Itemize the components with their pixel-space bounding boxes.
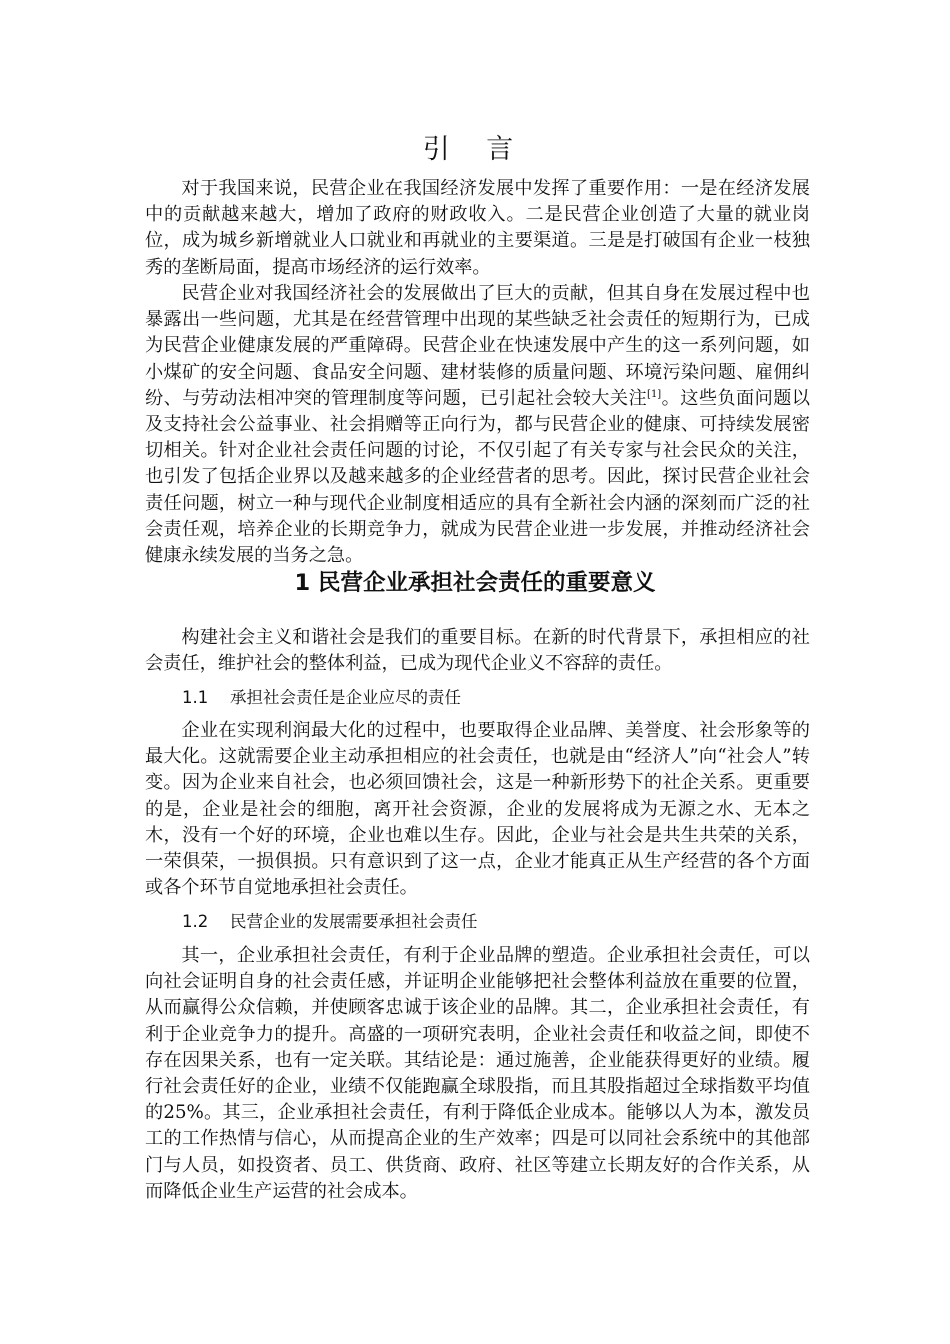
page-title: 引 言 bbox=[422, 134, 528, 165]
subsection-1-1-body: 企业在实现利润最大化的过程中，也要取得企业品牌、美誉度、社会形象等的最大化。这就需要企业主动承担相应的社会责任，也就是由“经济人”向“社会人”转变。因为企业来自社会，也必须回馈社会，这是一种新形势下的社企关系。更重要的是，企业是社会的细胞，离开社会资源，企业的发展将成为无源之水、无本之木，没有一个好的环境，企业也难以生存。因此，企业与社会是共生共荣的关系，一荣俱荣，一损俱损。只有意识到了这一点，企业才能真正从生产经营的各个方面或各个环节自觉地承担社会责任。 bbox=[145, 720, 810, 899]
subsection-1-2-number: 1.2 bbox=[182, 912, 209, 931]
citation-ref: [1] bbox=[647, 388, 662, 400]
subsection-1-2-title: 民营企业的发展需要承担社会责任 bbox=[230, 912, 478, 931]
subsection-1-1-title: 承担社会责任是企业应尽的责任 bbox=[230, 688, 461, 707]
intro-paragraph-2 bbox=[145, 281, 810, 569]
section-1-intro: 构建社会主义和谐社会是我们的重要目标。在新的时代背景下，承担相应的社会责任，维护社会的整体利益，已成为现代企业义不容辞的责任。 bbox=[145, 627, 810, 675]
intro-paragraph-1: 对于我国来说，民营企业在我国经济发展中发挥了重要作用：一是在经济发展中的贡献越来越大，增加了政府的财政收入。二是民营企业创造了大量的就业岗位，成为城乡新增就业人口就业和再就业的主要渠道。三是是打破国有企业一枝独秀的垄断局面，提高市场经济的运行效率。 bbox=[145, 178, 810, 278]
subsection-1-2-heading bbox=[182, 909, 478, 935]
subsection-1-1-heading bbox=[182, 685, 461, 711]
section-1-heading: 1 民营企业承担社会责任的重要意义 bbox=[294, 570, 656, 596]
intro-paragraph-2-text-b: 。这些负面问题以及支持社会公益事业、社会捐赠等正向行为，都与民营企业的健康、可持续发展密切相关。针对企业社会责任问题的讨论，不仅引起了有关专家与社会民众的关注，也引发了包括企业界以及越来越多的企业经营者的思考。因此，探讨民营企业社会责任问题，树立一种与现代企业制度相适应的具有全新社会内涵的深刻而广泛的社会责任观，培养企业的长期竞争力，就成为民营企业进一步发展，并推动经济社会健康永续发展的当务之急。 bbox=[145, 387, 810, 567]
intro-paragraph-2-text-a: 民营企业对我国经济社会的发展做出了巨大的贡献，但其自身在发展过程中也暴露出一些问题，尤其是在经营管理中出现的某些缺乏社会责任的短期行为，已成为民营企业健康发展的严重障碍。民营企业在快速发展中产生的这一系列问题，如小煤矿的安全问题、食品安全问题、建材装修的质量问题、环境污染问题、雇佣纠纷、与劳动法相冲突的管理制度等问题，已引起社会较大关注 bbox=[145, 283, 810, 409]
subsection-1-1-number: 1.1 bbox=[182, 688, 209, 707]
subsection-1-2-body: 其一，企业承担社会责任，有利于企业品牌的塑造。企业承担社会责任，可以向社会证明自身的社会责任感，并证明企业能够把社会整体利益放在重要的位置，从而赢得公众信赖，并使顾客忠诚于该企业的品牌。其二，企业承担社会责任，有利于企业竞争力的提升。高盛的一项研究表明，企业社会责任和收益之间，即使不存在因果关系，也有一定关联。其结论是：通过施善，企业能获得更好的业绩。履行社会责任好的企业，业绩不仅能跑赢全球股指，而且其股指超过全球指数平均值的25%。其三，企业承担社会责任，有利于降低企业成本。能够以人为本，激发员工的工作热情与信心，从而提高企业的生产效率；四是可以同社会系统中的其他部门与人员，如投资者、员工、供货商、政府、社区等建立长期友好的合作关系，从而降低企业生产运营的社会成本。 bbox=[145, 945, 810, 1202]
